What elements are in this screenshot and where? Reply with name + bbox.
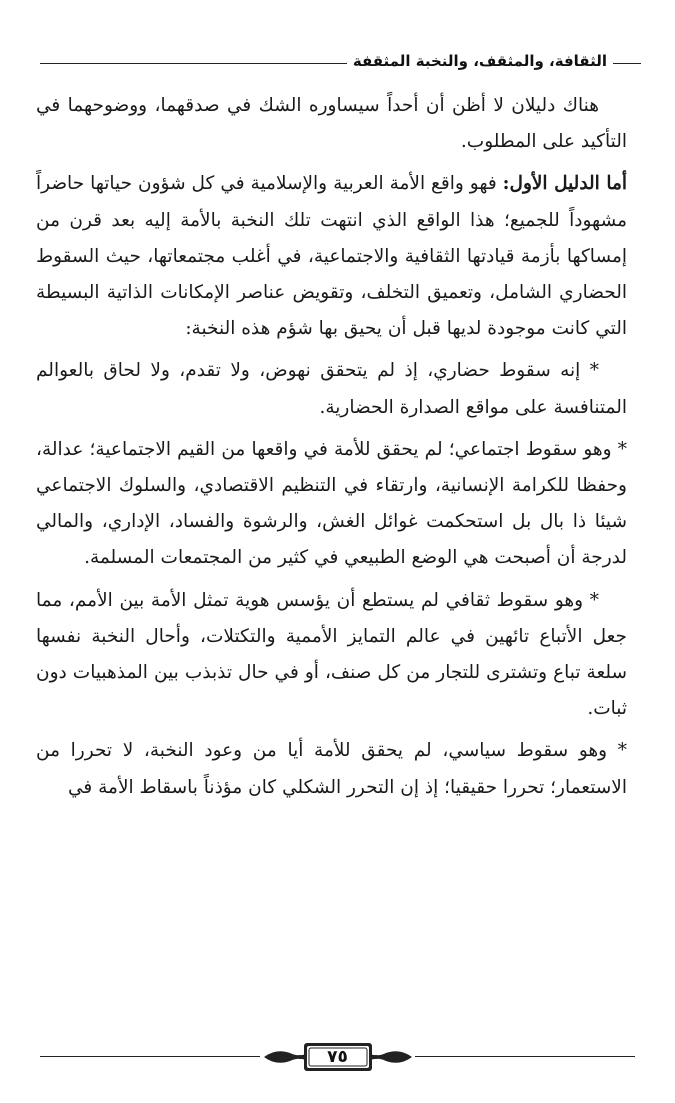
page-body [36, 88, 627, 806]
paragraph [36, 733, 627, 805]
paragraph [36, 432, 627, 577]
paragraph-text: فهو واقع الأمة العربية والإسلامية في كل شؤون حياتها حاضراً مشهوداً للجميع؛ هذا الواقع الذي انتهت تلك النخبة بالأمة إليه بعد قرن من إمساكها بأزمة قيادتها الثقافية والاجتماعية، في أغلب مجتمعاتها، حيث السقوط الحضاري الشامل، وتعميق التخلف، وتقويض عناصر الإمكانات الذاتية البسيطة التي كانت موجودة لديها قبل أن يحيق بها شؤم هذه النخبة: [36, 173, 627, 340]
paragraph [36, 88, 627, 160]
running-header [40, 40, 641, 80]
paragraph [36, 353, 627, 425]
paragraph-text: * وهو سقوط ثقافي لم يستطع أن يؤسس هوية تمثل الأمة بين الأمم، مما جعل الأتباع تائهين في عالم التمايز الأممية والتكتلات، وأحال النخبة نفسها سلعة تباع وتشترى للتجار من كل صنف، أو في حال تذبذب بين المذهبيات دون ثبات. [36, 589, 627, 720]
footer-rule-left [40, 1056, 260, 1057]
paragraph [36, 583, 627, 728]
paragraph-text: * إنه سقوط حضاري، إذ لم يتحقق نهوض، ولا تقدم، ولا لحاق بالعوالم المتنافسة على مواقع الصدارة الحضارية. [36, 360, 627, 418]
paragraph-text: * وهو سقوط اجتماعي؛ لم يحقق للأمة في واقعها من القيم الاجتماعية؛ عدالة، وحفظا للكرامة الإنسانية، وارتقاء في التنظيم الاقتصادي، والسلوك الاجتماعي شيئا ذا بال بل استحكمت غوائل الغش، والرشوة والفساد، الإداري، والمالي لدرجة أن أصبحت هي الوضع الطبيعي في كثير من المجتمعات المسلمة. [36, 438, 627, 569]
footer-rule-right [415, 1056, 635, 1057]
page-footer [40, 1040, 635, 1074]
page-number: ٧٥ [327, 1047, 348, 1067]
paragraph [36, 166, 627, 347]
paragraph-lead: أما الدليل الأول: [502, 173, 628, 195]
running-header-title: الثقافة، والمثقف، والنخبة المثقفة [347, 47, 613, 75]
paragraph-text: * وهو سقوط سياسي، لم يحقق للأمة أيا من وعود النخبة، لا تحررا من الاستعمار؛ تحررا حقيقيا؛ إذ إن التحرر الشكلي كان مؤذناً باسقاط الأمة في [36, 740, 627, 798]
paragraph-text: هناك دليلان لا أظن أن أحداً سيساوره الشك في صدقهما، ووضوحهما في التأكيد على المطلوب. [36, 95, 627, 153]
